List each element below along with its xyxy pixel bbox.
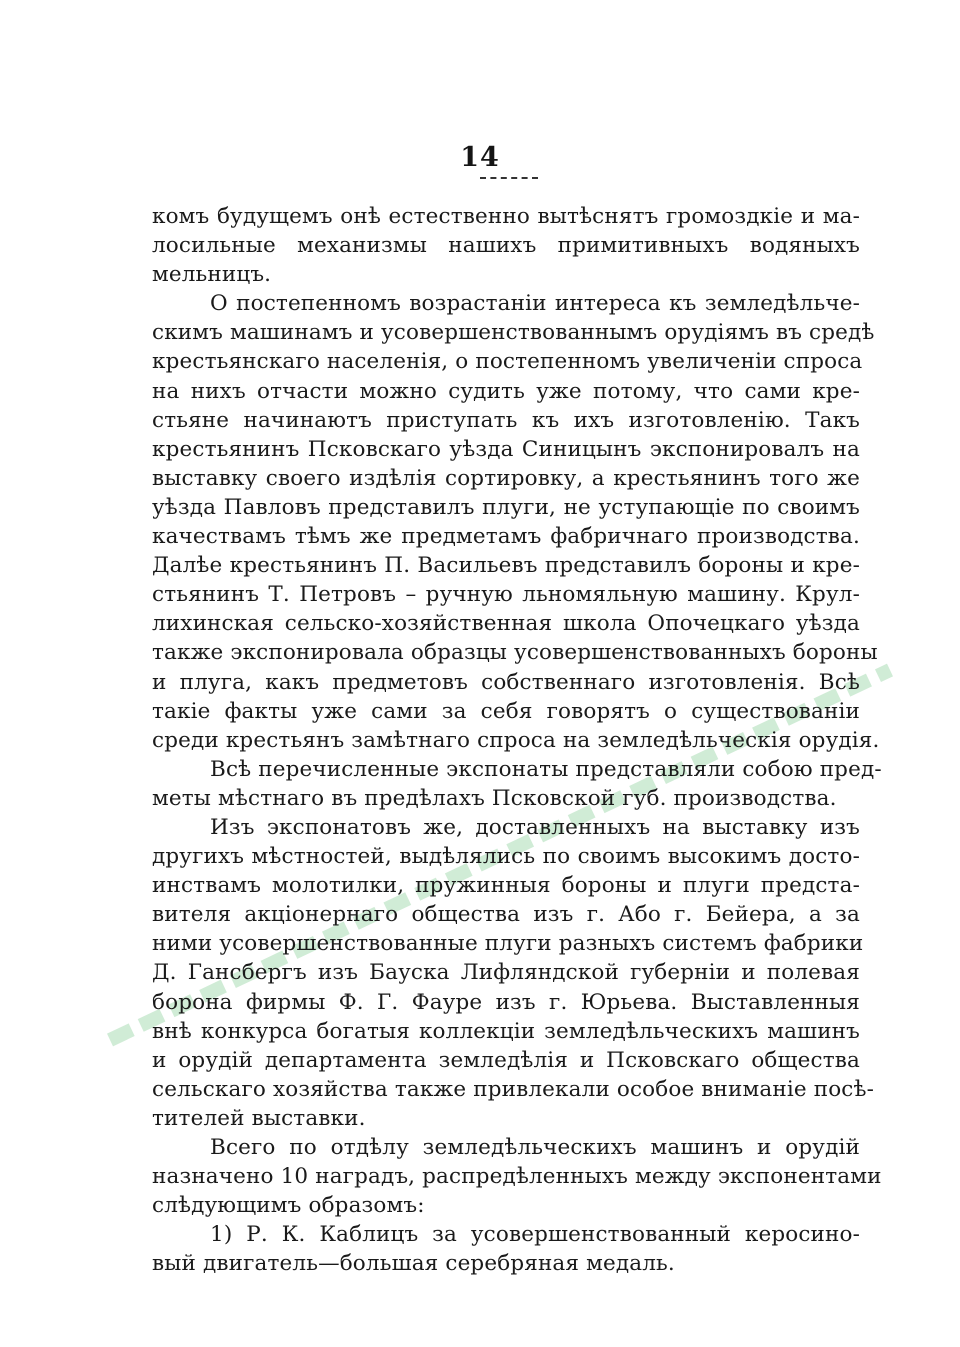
text-line: борона фирмы Ф. Г. Фауре изъ г. Юрьева. Выставленныя (152, 989, 860, 1015)
text-line: Д. Гансбергъ изъ Бауска Лифляндской губерніи и полевая (152, 960, 860, 986)
text-line: вителя акціонернаго общества изъ г. Або г. Бейера, а за (152, 902, 860, 928)
text-line: О постепенномъ возрастаніи интереса къ земледѣльче- (210, 291, 860, 317)
text-line: сельскаго хозяйства также привлекали особое вниманіе посѣ- (152, 1076, 875, 1102)
text-line: вый двигатель—большая серебряная медаль. (152, 1251, 675, 1277)
text-line: и орудій департамента земледѣлія и Псковскаго общества (152, 1047, 860, 1073)
text-line: крестьянскаго населенія, о постепенномъ увеличеніи спроса (152, 349, 863, 375)
text-line: такіе факты уже сами за себя говорятъ о существованіи (152, 698, 860, 724)
text-line: мельницъ. (152, 262, 272, 288)
text-line: стьяне начинаютъ приступать къ ихъ изготовленію. Такъ (152, 407, 860, 433)
text-line: крестьянинъ Псковскаго уѣзда Синицынъ экспонировалъ на (152, 436, 860, 462)
text-line: также экспонировала образцы усовершенствованныхъ бороны (152, 640, 878, 666)
text-line: на нихъ отчасти можно судить уже потому, что сами кре- (152, 378, 860, 404)
text-line: 1) Р. К. Каблицъ за усовершенствованный керосино- (210, 1222, 860, 1248)
text-line: другихъ мѣстностей, выдѣлялись по своимъ высокимъ досто- (152, 844, 860, 870)
text-line: Всѣ перечисленные экспонаты представляли собою пред- (210, 756, 882, 782)
page-number-rule (480, 177, 538, 179)
text-line: тителей выставки. (152, 1105, 366, 1131)
text-line: слѣдующимъ образомъ: (152, 1193, 425, 1219)
text-line: среди крестьянъ замѣтнаго спроса на земледѣльческія орудія. (152, 727, 880, 753)
text-line: лосильные механизмы нашихъ примитивныхъ водяныхъ (152, 233, 860, 259)
text-line: меты мѣстнаго въ предѣлахъ Псковской губ. производства. (152, 785, 837, 811)
text-line: назначено 10 наградъ, распредѣленныхъ между экспонентами (152, 1164, 882, 1190)
text-line: инствамъ молотилки, пружинныя бороны и плуги предста- (152, 873, 860, 899)
page-number: 14 (460, 142, 500, 173)
text-line: лихинская сельско-хозяйственная школа Опочецкаго уѣзда (152, 611, 860, 637)
text-line: Всего по отдѣлу земледѣльческихъ машинъ и орудій (210, 1135, 860, 1160)
text-line: скимъ машинамъ и усовершенствованнымъ орудіямъ въ средѣ (152, 320, 875, 346)
text-line: Далѣе крестьянинъ П. Васильевъ представилъ бороны и кре- (152, 553, 860, 579)
text-line: качествамъ тѣмъ же предметамъ фабричнаго производства. (152, 524, 860, 550)
text-line: комъ будущемъ онѣ естественно вытѣснятъ громоздкіе и ма- (152, 204, 860, 229)
text-line: ними усовершенствованные плуги разныхъ системъ фабрики (152, 931, 864, 957)
text-line: выставку своего издѣлія сортировку, а крестьянинъ того же (152, 465, 860, 491)
body-text (152, 202, 882, 1278)
text-line: и плуга, какъ предметовъ собственнаго изготовленія. Всѣ (152, 669, 860, 695)
text-line: Изъ экспонатовъ же, доставленныхъ на выставку изъ (210, 814, 860, 840)
text-line: уѣзда Павловъ представилъ плуги, не уступающіе по своимъ (152, 494, 860, 520)
text-line: внѣ конкурса богатыя коллекціи земледѣльческихъ машинъ (152, 1018, 860, 1044)
text-line: стьянинъ Т. Петровъ – ручную льномяльную машину. Крул- (152, 582, 860, 608)
